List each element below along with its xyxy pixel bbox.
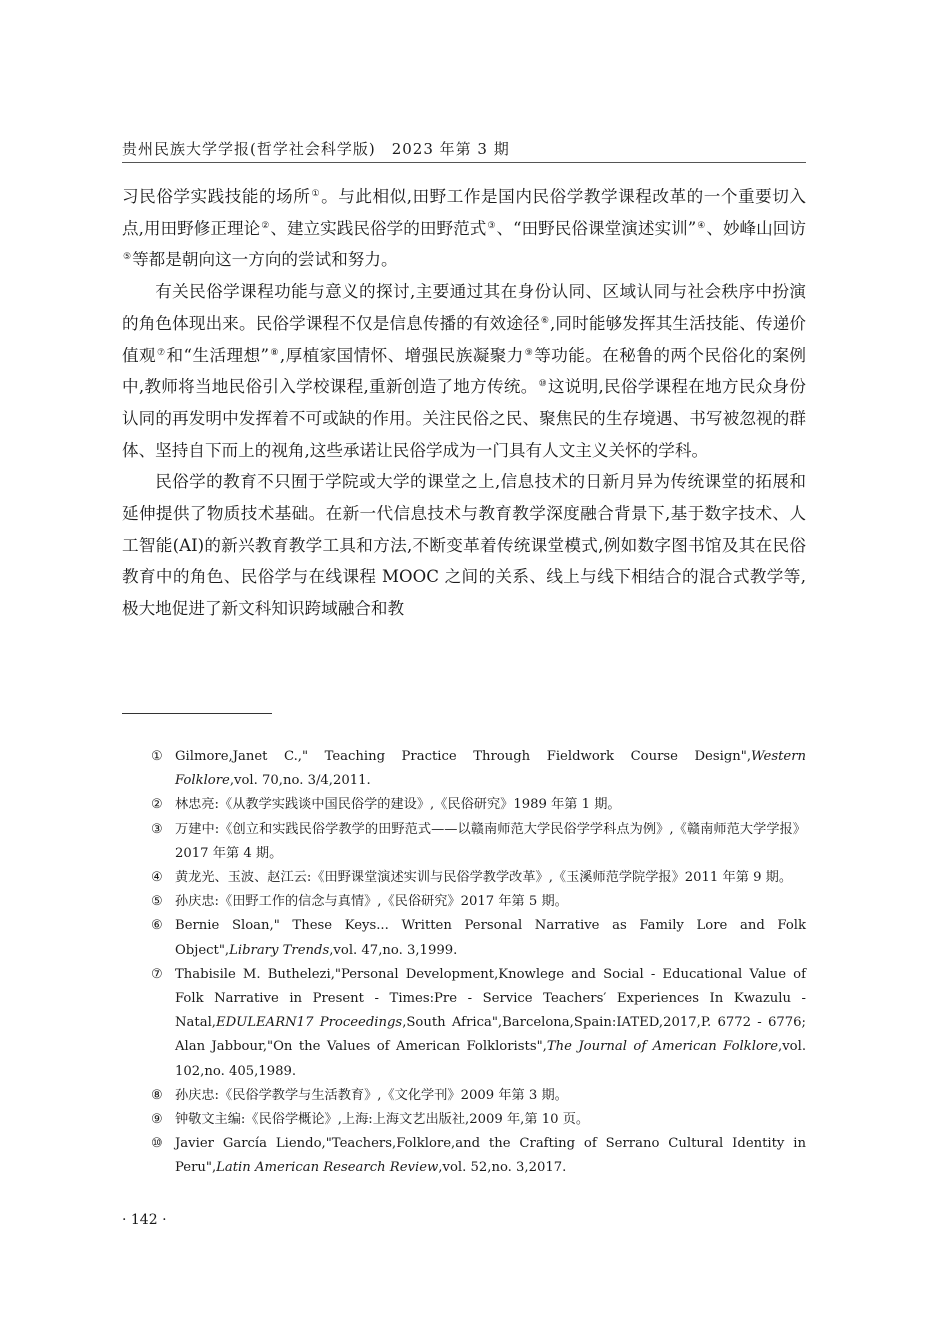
footnote-item — [151, 1084, 806, 1108]
footnote-text: ,vol. 52,no. 3,2017. — [438, 1160, 567, 1176]
header-rule — [122, 162, 806, 163]
footnotes — [151, 745, 806, 1181]
text-run: 、妙峰山回访 — [706, 218, 807, 238]
footnote-item — [151, 1108, 806, 1132]
footnote-item — [151, 866, 806, 890]
footnote-title-italic: The Journal of American Folklore — [546, 1039, 779, 1055]
text-run: 和“生活理想” — [166, 345, 269, 365]
text-run: 民俗学的教育不只囿于学院或大学的课堂之上,信息技术的日新月异为传统课堂的拓展和延伸提供了物质技术基础。在新一代信息技术与教育教学深度融合背景下,基于数字技术、人工智能(AI)的新兴教育教学工具和方法,不断变革着传统课堂模式,例如数字图书馆及其在民俗教育中的角色、民俗学与在线课程 MOOC 之间的关系、线上与线下相结合的混合式教学等,极大地促进了新文科知识跨域融合和教 — [122, 472, 806, 619]
footnote-mark: ⑨ — [151, 1112, 163, 1128]
text-run: 有关民俗学课程功能与意义的探讨,主要通过其在身份认同、区域认同与社会秩序中扮演的角色体现出来。民俗学课程不仅是信息传播的有效途径 — [122, 282, 806, 333]
footnote-reference: ⑩ — [538, 379, 547, 390]
footnote-reference: ⑧ — [269, 347, 279, 358]
footnote-text: 林忠亮:《从教学实践谈中国民俗学的建设》,《民俗研究》1989 年第 1 期。 — [175, 797, 621, 813]
footnote-reference: ⑨ — [524, 347, 534, 358]
footnote-text: ,vol. 102,no. 405,1989. — [175, 1039, 807, 1079]
footnote-text: 万建中:《创立和实践民俗学教学的田野范式——以赣南师范大学民俗学学科点为例》,《赣南师范大学学报》2017 年第 4 期。 — [175, 821, 806, 861]
footnote-mark: ③ — [151, 821, 163, 837]
text-run: 这说明,民俗学课程在地方民众身份认同的再发明中发挥着不可或缺的作用。关注民俗之民、聚焦民的生存境遇、书写被忽视的群体、坚持自下而上的视角,这些承诺让民俗学成为一门具有人文主义关怀的学科。 — [122, 377, 806, 460]
footnote-reference: ① — [311, 189, 321, 199]
footnote-text: Gilmore,Janet C.," Teaching Practice Through Fieldwork Course Design", — [175, 749, 752, 764]
footnote-reference: ③ — [487, 220, 496, 231]
text-run: 等功能。在秘鲁的两个民俗化的案例中,教师将当地民俗引入学校课程,重新创造了地方传统。 — [122, 345, 807, 397]
footnote-item — [151, 963, 806, 1084]
text-run: ,厚植家国情怀、增强民族凝聚力 — [279, 345, 524, 365]
paragraph-3 — [122, 466, 806, 625]
body-text — [122, 181, 806, 625]
footnote-mark: ② — [151, 797, 163, 813]
footnote-reference: ⑤ — [123, 252, 132, 263]
paragraph-1 — [122, 181, 806, 276]
footnote-mark: ⑤ — [151, 894, 163, 910]
footnote-reference: ④ — [697, 220, 706, 231]
footnote-title-italic: Library Trends — [229, 942, 330, 958]
footnote-text: 孙庆忠:《民俗学教学与生活教育》,《文化学刊》2009 年第 3 期。 — [175, 1087, 568, 1103]
footnote-item — [151, 818, 806, 866]
footnote-text: 黄龙光、玉波、赵江云:《田野课堂演述实训与民俗学教学改革》,《玉溪师范学院学报》2011 年第 9 期。 — [175, 870, 793, 886]
footnote-item — [151, 745, 806, 793]
footnote-text: ,South Africa",Barcelona,Spain:IATED,2017,P. 6772 - 6776; Alan Jabbour,"On the Values of American Folklorists", — [175, 1015, 806, 1055]
running-header: 贵州民族大学学报(哲学社会科学版) 2023 年第 3 期 — [122, 140, 510, 158]
footnote-mark: ④ — [151, 870, 163, 886]
footnote-title-italic: Western Folklore — [175, 749, 806, 789]
footnote-reference: ⑦ — [157, 347, 166, 358]
footnote-item — [151, 914, 806, 962]
footnote-mark: ⑧ — [151, 1087, 163, 1103]
footnote-text: Bernie Sloan," These Keys... Written Personal Narrative as Family Lore and Folk Object", — [175, 918, 806, 958]
footnote-rule — [122, 713, 272, 714]
footnote-mark: ⑥ — [151, 918, 163, 934]
text-run: 、建立实践民俗学的田野范式 — [270, 218, 487, 238]
text-run: 。与此相似,田野工作是国内民俗学教学课程改革的一个重要切入点,用田野修正理论 — [122, 187, 806, 238]
text-run: ,同时能够发挥其生活技能、传递价值观 — [122, 313, 807, 365]
footnote-title-italic: Latin American Research Review — [216, 1160, 439, 1176]
footnote-title-italic: EDULEARN17 Proceedings — [215, 1015, 403, 1031]
text-run: 习民俗学实践技能的场所 — [122, 187, 311, 206]
page-number: · 142 · — [122, 1212, 167, 1228]
footnote-text: Javier García Liendo,"Teachers,Folklore,and the Crafting of Serrano Cultural Identity in Peru", — [175, 1136, 806, 1176]
footnote-text: Thabisile M. Buthelezi,"Personal Development,Knowlege and Social - Educational Value of Folk Narrative in Present - Times:Pre - Service Teachers′ Experiences In Kwazulu - Natal, — [175, 966, 806, 1031]
paragraph-2 — [122, 276, 806, 466]
text-run: 、“田野民俗课堂演述实训” — [496, 218, 697, 238]
text-run: 等都是朝向这一方向的尝试和努力。 — [132, 250, 398, 270]
footnote-mark: ① — [151, 749, 163, 764]
footnote-text: ,vol. 70,no. 3/4,2011. — [229, 773, 371, 789]
footnote-mark: ⑦ — [151, 966, 163, 982]
footnote-text: ,vol. 47,no. 3,1999. — [329, 942, 458, 958]
footnote-reference: ⑥ — [540, 315, 550, 326]
footnote-reference: ② — [261, 220, 270, 231]
footnote-item — [151, 793, 806, 817]
footnote-item — [151, 890, 806, 914]
footnote-text: 钟敬文主编:《民俗学概论》,上海:上海文艺出版社,2009 年,第 10 页。 — [175, 1112, 590, 1128]
footnote-mark: ⑩ — [151, 1136, 163, 1152]
footnote-text: 孙庆忠:《田野工作的信念与真情》,《民俗研究》2017 年第 5 期。 — [175, 894, 568, 910]
footnote-item — [151, 1132, 806, 1180]
